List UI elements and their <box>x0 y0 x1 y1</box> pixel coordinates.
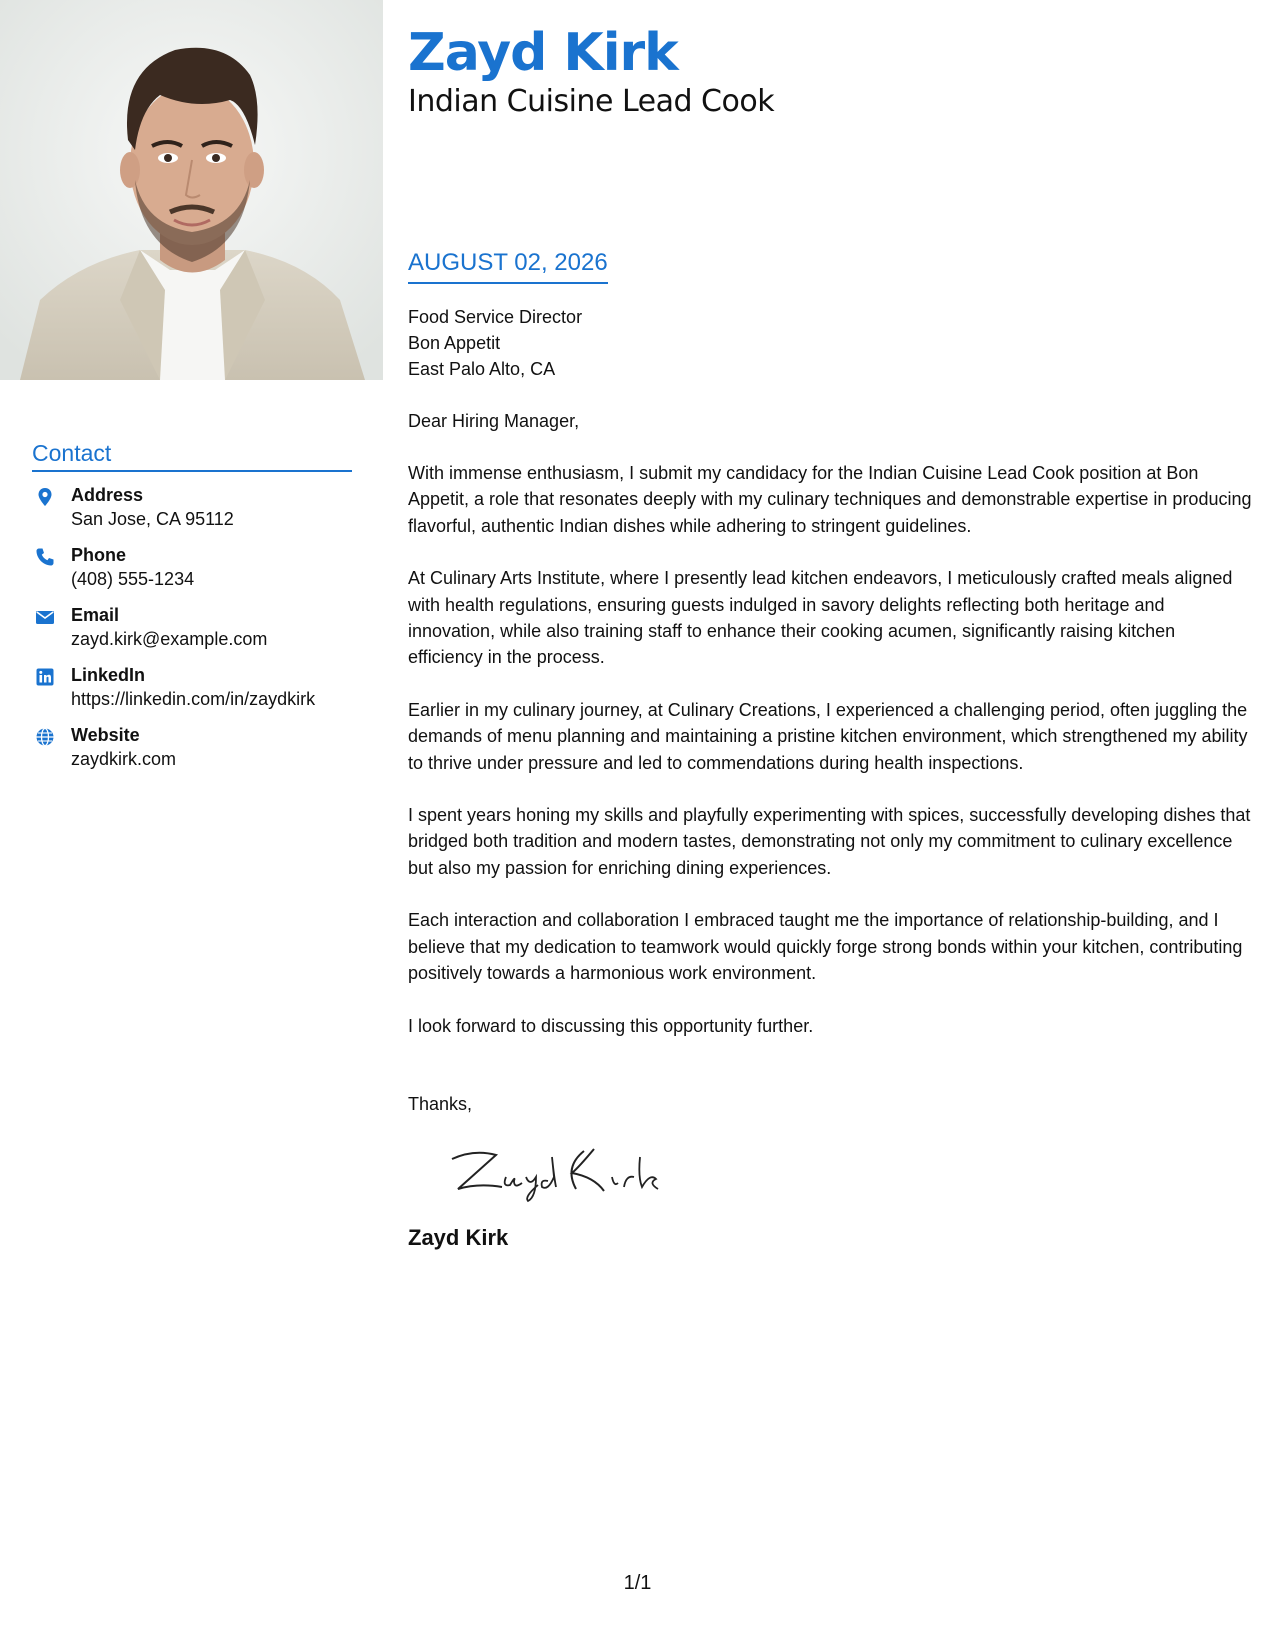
phone-label: Phone <box>71 545 127 565</box>
website-value[interactable]: zaydkirk.com <box>71 749 177 769</box>
signer-name: Zayd Kirk <box>408 1224 509 1250</box>
contact-phone <box>32 544 352 592</box>
contact-website <box>32 724 352 772</box>
contact-email <box>32 604 352 652</box>
job-title: Indian Cuisine Lead Cook <box>408 84 775 119</box>
email-label: Email <box>71 605 120 625</box>
website-label: Website <box>71 725 140 745</box>
contact-heading: Contact <box>32 438 352 472</box>
paragraph: I look forward to discussing this opportunity further. <box>408 1015 814 1036</box>
paragraph: At Culinary Arts Institute, where I presently lead kitchen endeavors, I meticulously crafted meals aligned with health regulations, ensuring guests indulged in savory delights reflecting both heritage and innovation, while also training staff to enhance their cooking acumen, significantly raising kitchen efficiency in the process. <box>408 568 1233 668</box>
address-label: Address <box>71 485 144 505</box>
globe-icon <box>35 727 55 747</box>
page-number: 1/1 <box>623 1572 652 1594</box>
recipient-block <box>408 304 1253 382</box>
applicant-name: Zayd Kirk <box>408 23 678 83</box>
recipient-company: Bon Appetit <box>408 333 501 353</box>
email-value[interactable]: zayd.kirk@example.com <box>71 629 268 649</box>
contact-address <box>32 484 352 532</box>
recipient-location: East Palo Alto, CA <box>408 359 556 379</box>
location-pin-icon <box>35 487 55 507</box>
contact-linkedin <box>32 664 352 712</box>
contact-sidebar <box>32 438 352 772</box>
letter-date: AUGUST 02, 2026 <box>408 248 608 284</box>
recipient-title: Food Service Director <box>408 307 583 327</box>
phone-value[interactable]: (408) 555-1234 <box>71 569 195 589</box>
envelope-icon <box>35 607 55 627</box>
linkedin-value[interactable]: https://linkedin.com/in/zaydkirk <box>71 689 316 709</box>
linkedin-icon <box>35 667 55 687</box>
paragraph: Each interaction and collaboration I embraced taught me the importance of relationship-building, and I believe that my dedication to teamwork would quickly forge strong bonds within your kitchen, contributing positively towards a harmonious work environment. <box>408 910 1243 984</box>
address-value: San Jose, CA 95112 <box>71 509 234 529</box>
profile-photo <box>0 0 383 380</box>
salutation: Dear Hiring Manager, <box>408 411 580 431</box>
paragraph: Earlier in my culinary journey, at Culinary Creations, I experienced a challenging period, often juggling the demands of menu planning and maintaining a pristine kitchen environment, which strengthened my ability to thrive under pressure and led to commendations during health inspections. <box>408 699 1248 773</box>
paragraph: With immense enthusiasm, I submit my candidacy for the Indian Cuisine Lead Cook position at Bon Appetit, a role that resonates deeply with my culinary techniques and demonstrable expertise in producing flavorful, authentic Indian dishes while adhering to stringent guidelines. <box>408 463 1252 536</box>
paragraph: I spent years honing my skills and playfully experimenting with spices, successfully developing dishes that bridged both tradition and modern tastes, demonstrating not only my commitment to culinary excellence but also my passion for enriching dining experiences. <box>408 805 1251 878</box>
letter-body <box>408 248 1253 1252</box>
closing: Thanks, <box>408 1093 473 1114</box>
phone-icon <box>35 547 55 567</box>
linkedin-label: LinkedIn <box>71 665 146 685</box>
handwritten-signature <box>444 1137 704 1207</box>
